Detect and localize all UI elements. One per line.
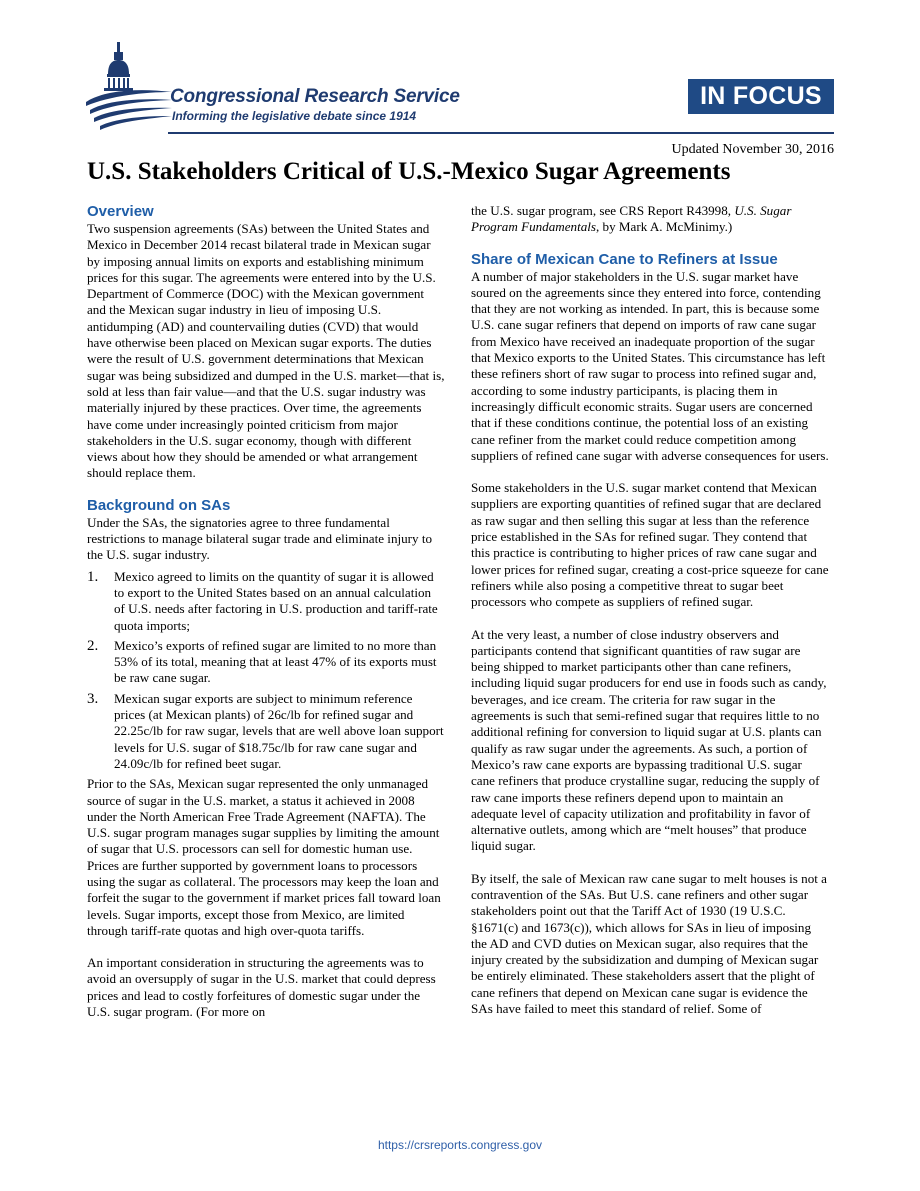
report-title: U.S. Sugar Program Fundamentals — [471, 203, 792, 235]
list-item — [87, 569, 445, 634]
background-paragraph: An important consideration in structuring the agreements was to avoid an oversupply of sugar in the U.S. market that could depress prices and lead to costly forfeitures of domestic sugar under the U.S. sugar program. (For more on — [87, 955, 436, 1020]
right-column — [471, 203, 829, 1017]
share-paragraph: By itself, the sale of Mexican raw cane sugar to melt houses is not a contravention of the SAs. But U.S. cane refiners and other sugar stakeholders point out that the Tariff Act of 1930 (19 U.S.C. §1671(c) and 1673(c)), which allows for SAs in lieu of imposing the AD and CVD duties on Mexican sugar, also requires that the injury created by the subsidization and dumping of Mexican sugar be entirely eliminated. These stakeholders assert that the plight of cane refiners that depend on Mexican cane sugar is evidence the SAs have failed to meet this standard of relief. Some of — [471, 870, 827, 1017]
list-item — [87, 638, 445, 687]
left-column — [87, 203, 445, 1020]
org-name: Congressional Research Service — [170, 86, 460, 107]
background-heading: Background on SAs — [87, 496, 231, 514]
share-paragraph: A number of major stakeholders in the U.S. sugar market have soured on the agreements since they entered into force, contending that they are not working as intended. In part, this is because some U.S. cane sugar refiners that depend on imports of raw cane sugar from Mexico have received an inadequate proportion of the sugar that Mexico exports to the United States. This circumstance has left these refiners short of raw sugar to process into refined sugar and, according to some industry participants, is placing them in increasingly difficult economic straits. Sugar users are concerned that if these conditions continue, the potential loss of an existing cane refiner from the market could reduce competition among suppliers of refined cane sugar with adverse consequences for users. — [471, 268, 829, 463]
header-divider — [168, 132, 834, 134]
restrictions-list — [87, 569, 445, 773]
continued-paragraph — [471, 203, 829, 236]
list-item — [87, 691, 445, 772]
overview-heading: Overview — [87, 203, 154, 220]
in-focus-badge: IN FOCUS — [688, 79, 834, 114]
share-paragraph: Some stakeholders in the U.S. sugar market contend that Mexican suppliers are exporting quantities of refined sugar that are declared as raw sugar and then selling this sugar at less than the reference price established in the SAs for refined sugar. They contend that this practice is contributing to higher prices of raw cane sugar and lower prices for refined sugar, creating a cost-price squeeze for cane refiners while also posing a competitive threat to sugar beet processors who compete as suppliers of refined sugar. — [471, 480, 829, 610]
share-heading: Share of Mexican Cane to Refiners at Issue — [471, 250, 778, 268]
list-text: Mexico’s exports of refined sugar are limited to no more than 53% of its total, meaning that at least 47% of its exports must be raw cane sugar. — [114, 637, 437, 686]
list-number: 1. — [87, 568, 99, 585]
updated-date: Updated November 30, 2016 — [671, 142, 834, 157]
overview-paragraph: Two suspension agreements (SAs) between the United States and Mexico in December 2014 recast bilateral trade in Mexican sugar by imposing annual limits on exports and establishing minimum prices for this sugar. The agreements were entered into by the U.S. Department of Commerce (DOC) with the Mexican government and the Mexican sugar industry in lieu of imposing U.S. antidumping (AD) and countervailing duties (CVD) that would have otherwise been placed on Mexican sugar exports. The duties were the result of U.S. government determinations that Mexican sugar was being subsidized and dumped in the U.S. market—that is, sold at less than fair value—and that the U.S. sugar industry was materially injured by these practices. Over time, the agreements have come under increasingly pointed criticism from major stakeholders in the U.S. sugar economy, though with different views about how they should be amended or what arrangement should replace them. — [87, 221, 445, 481]
background-paragraph: Prior to the SAs, Mexican sugar represented the only unmanaged source of sugar in the U.S. market, a status it achieved in 2008 under the North American Free Trade Agreement (NAFTA). The U.S. sugar program manages sugar supplies by limiting the amount of sugar that U.S. processors can sell for domestic human use. Prices are further supported by government loans to processors using the sugar as collateral. The processors may keep the loan and forfeit the sugar to the government if market prices fall toward loan levels. Sugar imports, except those from Mexico, are limited through tariff-rate quotas and high over-quota tariffs. — [87, 776, 441, 938]
masthead — [0, 0, 920, 140]
continued-text: the U.S. sugar program, see CRS Report R43998, — [471, 203, 735, 218]
list-number: 3. — [87, 690, 99, 707]
footer-url-link[interactable]: https://crsreports.congress.gov — [377, 1138, 543, 1152]
capitol-dome-icon — [84, 40, 174, 134]
background-intro: Under the SAs, the signatories agree to three fundamental restrictions to manage bilateral sugar trade and eliminate injury to the U.S. sugar industry. — [87, 514, 433, 563]
list-text: Mexican sugar exports are subject to minimum reference prices (at Mexican plants) of 26c/lb for refined sugar and 22.25c/lb for raw sugar, levels that are well above loan support levels for U.S. sugar of $18.75c/lb for raw cane sugar and 24.09c/lb for refined beet sugar. — [114, 690, 444, 771]
list-text: Mexico agreed to limits on the quantity of sugar it is allowed to export to the United States based on an annual calculation of U.S. needs after factoring in U.S. production and tariff-rate quota imports; — [114, 568, 438, 633]
list-number: 2. — [87, 637, 99, 654]
share-paragraph: At the very least, a number of close industry observers and participants contend that significant quantities of raw sugar are being shipped to market participants other than cane refiners, including liquid sugar producers for end use in foods such as candy, beverages, and ice cream. The criteria for raw sugar in the agreements is such that semi-refined sugar that requires little to no additional refining for conversion to liquid sugar at U.S. plants can qualify as raw sugar under the agreements. As such, a portion of Mexico’s raw cane exports are bypassing traditional U.S. sugar cane refiners that produce crystalline sugar, reducing the supply of raw cane imports these refiners depend upon to maintain an adequate level of capacity utilization and profitability in favor of alternative outlets, among which are “melt houses” that produce liquid sugar. — [471, 626, 827, 854]
continued-text-end: , by Mark A. McMinimy.) — [596, 219, 733, 235]
org-tagline: Informing the legislative debate since 1914 — [172, 109, 417, 123]
page-title: U.S. Stakeholders Critical of U.S.-Mexico Sugar Agreements — [87, 158, 731, 185]
